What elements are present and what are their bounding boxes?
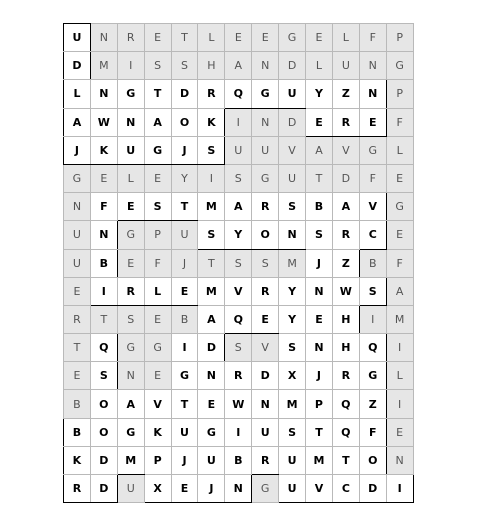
grid-cell[interactable]: V [332,136,359,164]
grid-cell[interactable]: Z [359,390,386,418]
grid-cell[interactable]: E [252,305,279,333]
grid-cell[interactable]: B [64,390,91,418]
grid-cell[interactable]: L [386,136,413,164]
grid-cell[interactable]: U [171,221,198,249]
grid-cell[interactable]: I [386,390,413,418]
grid-cell[interactable]: H [332,305,359,333]
grid-cell[interactable]: L [198,24,225,52]
grid-cell[interactable]: Q [225,305,252,333]
grid-cell[interactable]: J [198,475,225,503]
grid-cell[interactable]: E [117,193,144,221]
grid-cell[interactable]: G [359,136,386,164]
grid-cell[interactable]: F [359,418,386,446]
grid-cell[interactable]: J [64,136,91,164]
grid-cell[interactable]: S [198,221,225,249]
grid-cell[interactable]: R [64,305,91,333]
grid-row [64,418,414,446]
grid-cell[interactable]: M [90,52,117,80]
grid-cell[interactable]: E [64,362,91,390]
grid-cell[interactable]: I [225,418,252,446]
grid-cell[interactable]: V [306,475,333,503]
grid-row [64,108,414,136]
grid-cell[interactable]: K [64,446,91,474]
grid-cell[interactable]: N [117,108,144,136]
grid-cell[interactable]: T [64,334,91,362]
grid-cell[interactable]: R [332,221,359,249]
grid-row [64,52,414,80]
grid-cell[interactable]: A [144,108,171,136]
grid-cell[interactable]: P [144,221,171,249]
grid-cell[interactable]: S [252,249,279,277]
grid-cell[interactable]: G [144,334,171,362]
grid-cell[interactable]: G [144,136,171,164]
grid-cell[interactable]: E [359,108,386,136]
grid-cell[interactable]: I [90,277,117,305]
grid-cell[interactable]: U [171,418,198,446]
grid-row [64,305,414,333]
grid-row [64,80,414,108]
grid-cell[interactable]: L [64,80,91,108]
grid-cell[interactable]: E [90,164,117,192]
grid-cell[interactable]: A [64,108,91,136]
grid-cell[interactable]: Y [279,277,306,305]
grid-row [64,446,414,474]
grid-cell[interactable]: D [332,164,359,192]
grid-cell[interactable]: S [225,164,252,192]
grid-cell[interactable]: E [306,305,333,333]
grid-cell[interactable]: A [306,136,333,164]
grid-cell[interactable]: I [359,305,386,333]
word-search-grid [63,23,414,503]
grid-cell[interactable]: V [252,334,279,362]
grid-cell[interactable]: T [332,446,359,474]
grid-cell[interactable]: A [198,305,225,333]
grid-cell[interactable]: R [252,277,279,305]
grid-cell[interactable]: Y [279,305,306,333]
grid-row [64,362,414,390]
grid-cell[interactable]: D [279,52,306,80]
grid-cell[interactable]: Q [359,334,386,362]
grid-cell[interactable]: A [332,193,359,221]
grid-cell[interactable]: Y [171,164,198,192]
grid-cell[interactable]: E [306,24,333,52]
grid-cell[interactable]: A [225,52,252,80]
grid-cell[interactable]: C [332,475,359,503]
grid-cell[interactable]: N [90,80,117,108]
grid-cell[interactable]: G [252,80,279,108]
grid-cell[interactable]: R [252,446,279,474]
grid-cell[interactable]: U [279,164,306,192]
grid-cell[interactable]: N [198,362,225,390]
grid-cell[interactable]: O [90,418,117,446]
grid-cell[interactable]: O [359,446,386,474]
grid-row [64,475,414,503]
grid-cell[interactable]: G [252,475,279,503]
grid-cell[interactable]: F [144,249,171,277]
grid-cell[interactable]: Q [225,80,252,108]
grid-cell[interactable]: N [306,277,333,305]
grid-cell[interactable]: B [359,249,386,277]
grid-cell[interactable]: F [386,249,413,277]
grid-cell[interactable]: O [252,221,279,249]
grid-cell[interactable]: U [198,446,225,474]
grid-cell[interactable]: A [117,390,144,418]
grid-cell[interactable]: J [306,249,333,277]
grid-cell[interactable]: G [198,418,225,446]
grid-cell[interactable]: R [332,108,359,136]
grid-cell[interactable]: J [306,362,333,390]
grid-row [64,221,414,249]
grid-cell[interactable]: G [171,362,198,390]
grid-cell[interactable]: E [144,24,171,52]
grid-cell[interactable]: B [90,249,117,277]
grid-cell[interactable]: I [386,334,413,362]
grid-row [64,164,414,192]
grid-row [64,334,414,362]
grid-cell[interactable]: R [64,475,91,503]
grid-cell[interactable]: D [252,362,279,390]
grid-row [64,277,414,305]
grid-cell[interactable]: R [252,193,279,221]
grid-cell[interactable]: Q [90,334,117,362]
grid-cell[interactable]: J [171,136,198,164]
grid-cell[interactable]: B [306,193,333,221]
grid-cell[interactable]: D [90,475,117,503]
grid-cell[interactable]: I [386,475,413,503]
letter-grid-table [63,23,414,503]
grid-cell[interactable]: S [225,249,252,277]
grid-cell[interactable]: S [144,193,171,221]
grid-cell[interactable]: U [279,475,306,503]
grid-cell[interactable]: R [332,362,359,390]
grid-cell[interactable]: E [306,108,333,136]
grid-cell[interactable]: L [306,52,333,80]
grid-cell[interactable]: A [225,193,252,221]
grid-cell[interactable]: K [198,108,225,136]
grid-cell[interactable]: N [279,221,306,249]
grid-cell[interactable]: D [359,475,386,503]
grid-cell[interactable]: F [90,193,117,221]
grid-cell[interactable]: G [117,221,144,249]
grid-cell[interactable]: N [64,193,91,221]
grid-cell[interactable]: L [117,164,144,192]
grid-cell[interactable]: F [386,108,413,136]
grid-cell[interactable]: G [117,334,144,362]
grid-cell[interactable]: N [90,24,117,52]
grid-cell[interactable]: W [225,390,252,418]
grid-cell[interactable]: G [386,52,413,80]
grid-cell[interactable]: V [225,277,252,305]
grid-cell[interactable]: N [117,362,144,390]
grid-cell[interactable]: E [144,164,171,192]
grid-cell[interactable]: D [171,80,198,108]
grid-cell[interactable]: S [279,334,306,362]
grid-cell[interactable]: T [90,305,117,333]
grid-cell[interactable]: Z [332,80,359,108]
grid-cell[interactable]: N [359,80,386,108]
grid-cell[interactable]: N [225,475,252,503]
grid-cell[interactable]: K [90,136,117,164]
grid-cell[interactable]: F [359,164,386,192]
grid-cell[interactable]: E [144,362,171,390]
grid-cell[interactable]: S [198,136,225,164]
grid-cell[interactable]: E [171,277,198,305]
grid-cell[interactable]: R [117,24,144,52]
grid-row [64,136,414,164]
grid-cell[interactable]: B [64,418,91,446]
grid-row [64,249,414,277]
grid-cell[interactable]: E [225,24,252,52]
grid-cell[interactable]: G [117,418,144,446]
grid-cell[interactable]: N [306,334,333,362]
grid-cell[interactable]: S [279,418,306,446]
grid-cell[interactable]: T [144,80,171,108]
grid-cell[interactable]: X [144,475,171,503]
grid-cell[interactable]: U [332,52,359,80]
grid-cell[interactable]: W [332,277,359,305]
grid-cell[interactable]: M [117,446,144,474]
grid-cell[interactable]: H [198,52,225,80]
grid-cell[interactable]: U [117,136,144,164]
grid-cell[interactable]: E [386,418,413,446]
grid-cell[interactable]: F [359,24,386,52]
grid-cell[interactable]: T [171,390,198,418]
grid-cell[interactable]: E [144,305,171,333]
grid-cell[interactable]: E [171,475,198,503]
grid-cell[interactable]: R [198,80,225,108]
grid-cell[interactable]: O [171,108,198,136]
grid-cell[interactable]: S [359,277,386,305]
grid-cell[interactable]: G [359,362,386,390]
grid-cell[interactable]: S [306,221,333,249]
grid-cell[interactable]: D [198,334,225,362]
grid-cell[interactable]: L [386,362,413,390]
grid-cell[interactable]: U [279,80,306,108]
grid-cell[interactable]: Z [332,249,359,277]
grid-cell[interactable]: N [359,52,386,80]
grid-cell[interactable]: G [117,80,144,108]
grid-cell[interactable]: E [64,277,91,305]
grid-cell[interactable]: S [279,193,306,221]
grid-cell[interactable]: H [332,334,359,362]
grid-cell[interactable]: X [279,362,306,390]
grid-cell[interactable]: G [279,24,306,52]
grid-cell[interactable]: P [144,446,171,474]
grid-cell[interactable]: Q [332,418,359,446]
grid-cell[interactable]: T [171,193,198,221]
grid-cell[interactable]: T [306,164,333,192]
grid-cell[interactable]: E [117,249,144,277]
grid-cell[interactable]: N [386,446,413,474]
grid-cell[interactable]: S [117,305,144,333]
grid-cell[interactable]: M [279,249,306,277]
grid-cell[interactable]: M [279,390,306,418]
grid-cell[interactable]: B [225,446,252,474]
grid-cell[interactable]: M [198,277,225,305]
grid-row [64,390,414,418]
grid-cell[interactable]: Y [306,80,333,108]
grid-cell[interactable]: P [386,80,413,108]
grid-cell[interactable]: B [171,305,198,333]
grid-cell[interactable]: L [332,24,359,52]
grid-cell[interactable]: O [90,390,117,418]
grid-cell[interactable]: W [90,108,117,136]
grid-cell[interactable]: D [279,108,306,136]
grid-cell[interactable]: I [171,334,198,362]
grid-cell[interactable]: U [117,475,144,503]
grid-cell[interactable]: Y [225,221,252,249]
grid-cell[interactable]: S [144,52,171,80]
grid-cell[interactable]: V [279,136,306,164]
grid-cell[interactable]: G [386,193,413,221]
grid-cell[interactable]: M [386,305,413,333]
grid-cell[interactable]: M [198,193,225,221]
grid-cell[interactable]: U [64,221,91,249]
grid-cell[interactable]: T [198,249,225,277]
grid-cell[interactable]: N [252,52,279,80]
grid-cell[interactable]: I [225,108,252,136]
grid-cell[interactable]: C [359,221,386,249]
grid-cell[interactable]: J [171,446,198,474]
grid-cell[interactable]: U [225,136,252,164]
grid-cell[interactable]: R [117,277,144,305]
grid-cell[interactable]: T [306,418,333,446]
grid-cell[interactable]: U [279,446,306,474]
grid-cell[interactable]: G [64,164,91,192]
grid-cell[interactable]: R [225,362,252,390]
grid-cell[interactable]: L [144,277,171,305]
grid-cell[interactable]: E [198,390,225,418]
grid-cell[interactable]: K [144,418,171,446]
grid-cell[interactable]: I [117,52,144,80]
grid-cell[interactable]: U [64,249,91,277]
grid-cell[interactable]: Q [332,390,359,418]
grid-cell[interactable]: P [386,24,413,52]
grid-cell[interactable]: S [90,362,117,390]
grid-cell[interactable]: N [252,390,279,418]
grid-cell[interactable]: S [225,334,252,362]
grid-cell[interactable]: D [90,446,117,474]
grid-cell[interactable]: E [386,221,413,249]
grid-cell[interactable]: A [386,277,413,305]
grid-cell[interactable]: P [306,390,333,418]
grid-cell[interactable]: N [90,221,117,249]
grid-cell[interactable]: N [252,108,279,136]
grid-cell[interactable]: V [359,193,386,221]
grid-cell[interactable]: M [306,446,333,474]
grid-cell[interactable]: U [252,418,279,446]
grid-cell[interactable]: T [171,24,198,52]
grid-cell[interactable]: G [252,164,279,192]
grid-row [64,24,414,52]
grid-cell[interactable]: U [252,136,279,164]
grid-cell[interactable]: U [64,24,91,52]
grid-cell[interactable]: D [64,52,91,80]
grid-cell[interactable]: V [144,390,171,418]
grid-cell[interactable]: E [386,164,413,192]
grid-cell[interactable]: S [171,52,198,80]
grid-cell[interactable]: J [171,249,198,277]
grid-cell[interactable]: I [198,164,225,192]
grid-row [64,193,414,221]
grid-cell[interactable]: E [252,24,279,52]
